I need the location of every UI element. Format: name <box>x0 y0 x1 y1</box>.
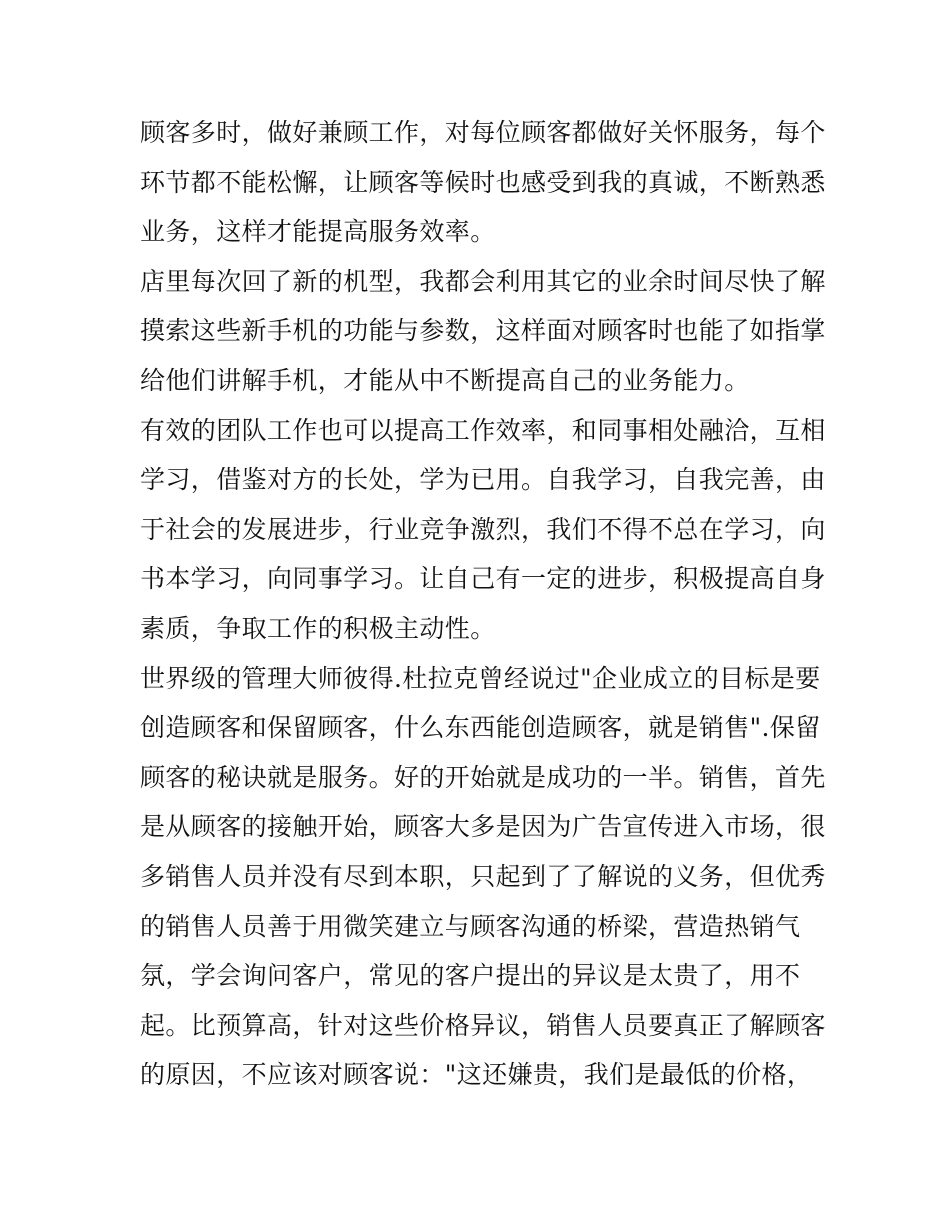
text-line: 是从顾客的接触开始，顾客大多是因为广告宣传进入市场，很 <box>140 812 826 842</box>
text-line: 多销售人员并没有尽到本职，只起到了了解说的义务，但优秀 <box>140 861 826 891</box>
text-line: 顾客的秘诀就是服务。好的开始就是成功的一半。销售，首先 <box>140 762 826 792</box>
text-line: 书本学习，向同事学习。让自己有一定的进步，积极提高自身 <box>140 564 826 594</box>
text-line: 给他们讲解手机，才能从中不断提高自己的业务能力。 <box>140 365 750 395</box>
text-line: 摸索这些新手机的功能与参数，这样面对顾客时也能了如指掌 <box>140 316 826 346</box>
text-line: 世界级的管理大师彼得.杜拉克曾经说过"企业成立的目标是要 <box>140 663 821 693</box>
text-line: 顾客多时，做好兼顾工作，对每位顾客都做好关怀服务，每个 <box>140 118 826 147</box>
text-line: 的销售人员善于用微笑建立与顾客沟通的桥梁，营造热销气 <box>140 911 801 941</box>
text-line: 有效的团队工作也可以提高工作效率，和同事相处融洽，互相 <box>140 415 826 445</box>
text-line: 学习，借鉴对方的长处，学为已用。自我学习，自我完善，由 <box>140 465 826 495</box>
text-line: 店里每次回了新的机型，我都会利用其它的业余时间尽快了解 <box>140 266 826 296</box>
body-text <box>140 108 830 1100</box>
text-line: 环节都不能松懈，让顾客等候时也感受到我的真诚，不断熟悉 <box>140 167 826 197</box>
text-line: 氛，学会询问客户，常见的客户提出的异议是太贵了，用不 <box>140 961 801 991</box>
text-line: 于社会的发展进步，行业竞争激烈，我们不得不总在学习，向 <box>140 514 826 544</box>
text-line: 创造顾客和保留顾客，什么东西能创造顾客，就是销售".保留 <box>140 713 821 743</box>
text-line: 业务，这样才能提高服务效率。 <box>140 217 496 247</box>
text-line: 素质，争取工作的积极主动性。 <box>140 613 496 643</box>
text-line: 起。比预算高，针对这些价格异议，销售人员要真正了解顾客 <box>140 1010 826 1040</box>
text-line: 的原因，不应该对顾客说："这还嫌贵，我们是最低的价格， <box>140 1060 813 1090</box>
